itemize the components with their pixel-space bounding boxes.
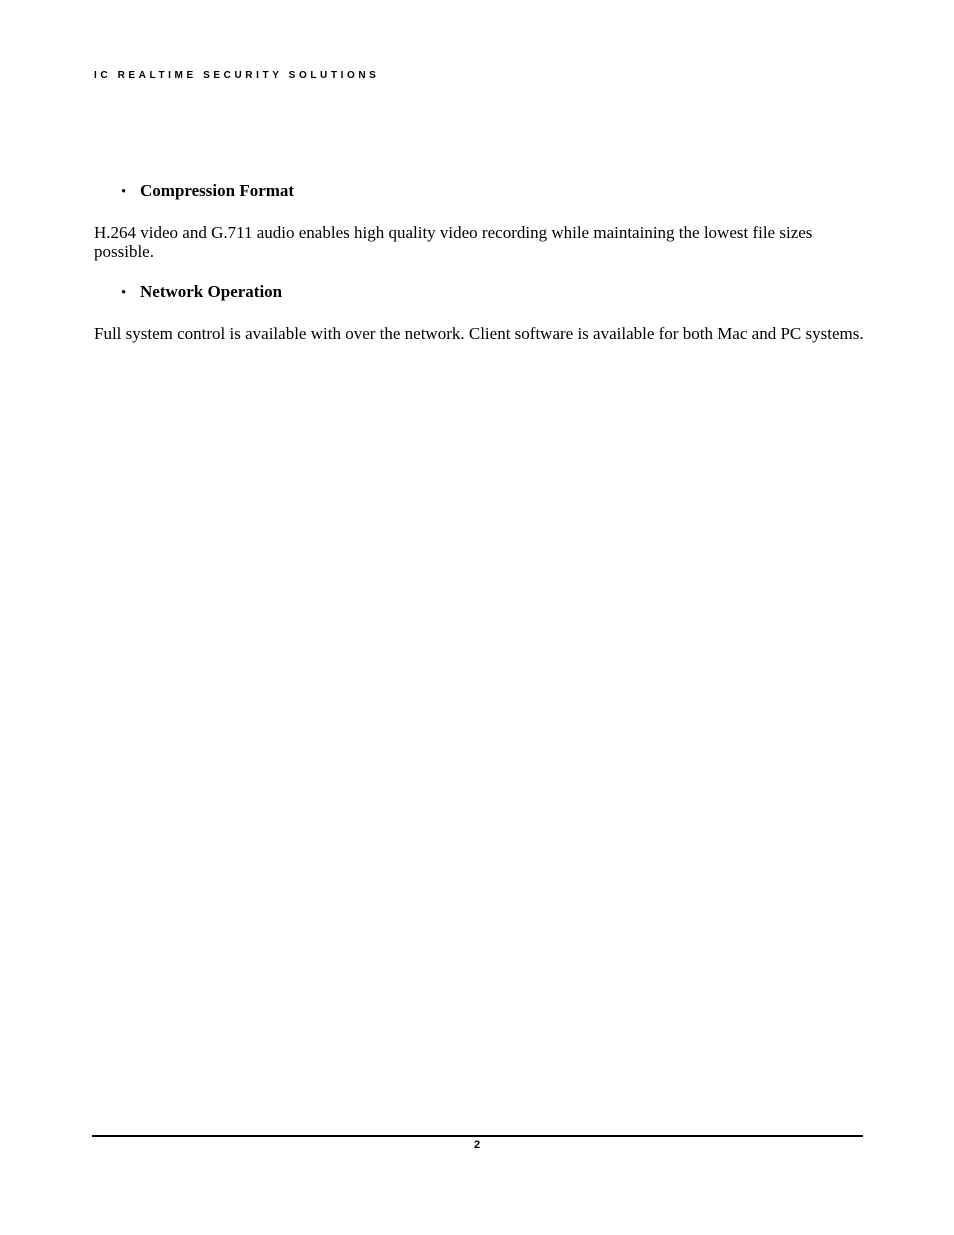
document-body <box>94 180 864 343</box>
page-number: 2 <box>473 1139 481 1151</box>
section-heading-network-operation <box>121 281 864 304</box>
running-header: IC REALTIME SECURITY SOLUTIONS <box>94 70 380 81</box>
bullet-dot-icon: • <box>121 184 127 200</box>
section-heading-compression-format <box>121 180 864 203</box>
footer-divider <box>92 1135 863 1137</box>
section-paragraph-network-operation: Full system control is available with over the network. Client software is available for both Mac and PC systems. <box>94 324 864 343</box>
bullet-dot-icon: • <box>121 285 127 301</box>
section-heading-label: Compression Format <box>140 181 295 200</box>
section-paragraph-compression-format: H.264 video and G.711 audio enables high quality video recording while maintaining the lowest file sizes possible. <box>94 223 813 261</box>
section-heading-label: Network Operation <box>140 282 283 301</box>
